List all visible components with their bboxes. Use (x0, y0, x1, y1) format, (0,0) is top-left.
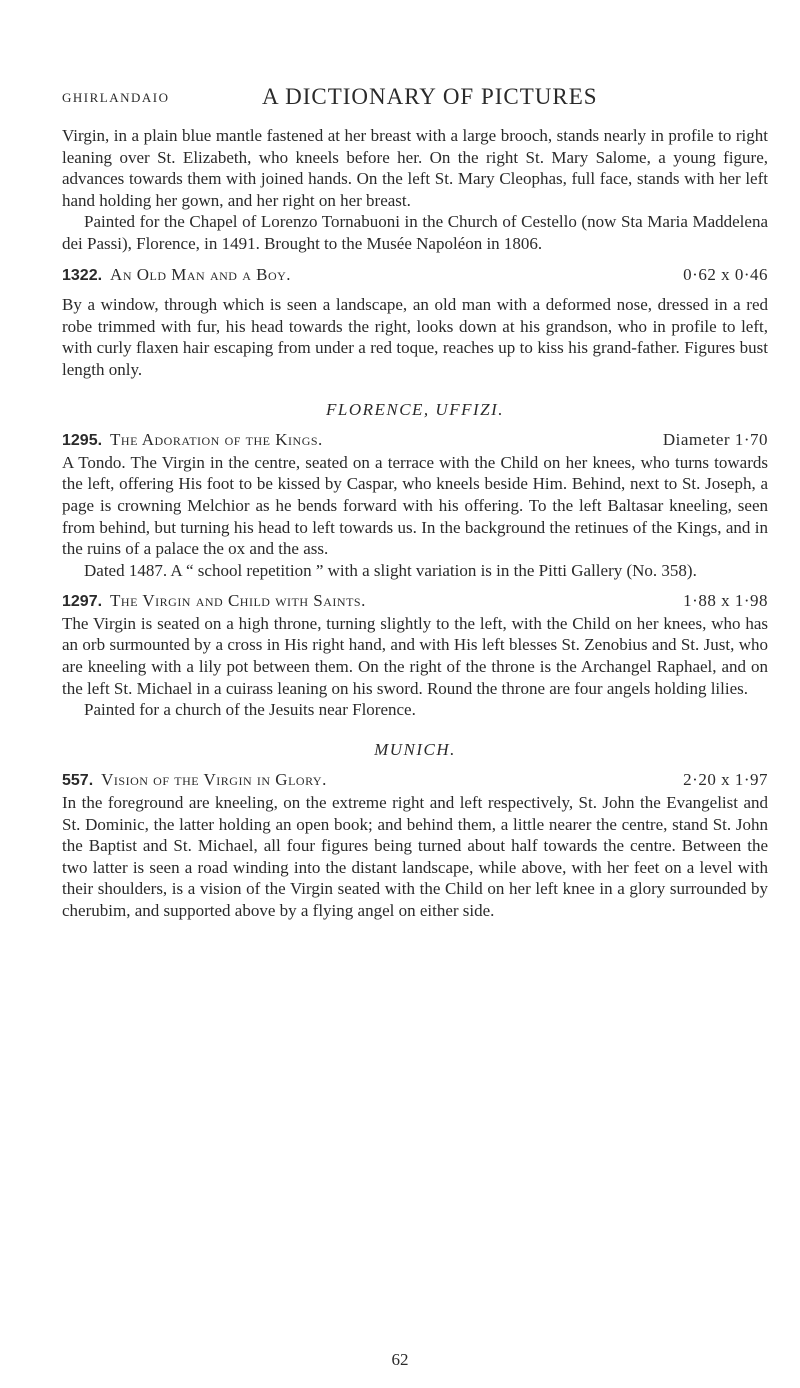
intro-paragraph: Virgin, in a plain blue mantle fastened at her breast with a large brooch, stands nearly in profile to right leaning over St. Elizabeth, who kneels before her. On the right St. Mary Salome, a young figure, advances towards them with joined hands. On the left St. Mary Cleophas, full face, stands with her left hand holding her gown, and her right on her breast. (62, 126, 768, 210)
entry-dimensions: 2·20 x 1·97 (683, 770, 768, 790)
entry-number: 557. (62, 772, 94, 790)
entry-description: By a window, through which is seen a landscape, an old man with a deformed nose, dressed in a red robe trimmed with fur, his head towards the right, looks down at his grandson, who in profile to left, with curly flaxen hair escaping from under a red toque, reaches up to kiss his grand-father. Figures bust length only. (62, 295, 768, 379)
running-head: GHIRLANDAIO (62, 90, 170, 105)
entry-heading-1295 (62, 429, 768, 452)
intro-note: Painted for the Chapel of Lorenzo Tornabuoni in the Church of Cestello (now Sta Maria Maddelena dei Passi), Florence, in 1491. Brought to the Musée Napoléon in 1806. (62, 212, 768, 253)
entry-title: The Adoration of the Kings. (110, 430, 323, 450)
entry-title: The Virgin and Child with Saints. (110, 591, 366, 611)
entry-description: In the foreground are kneeling, on the extreme right and left respectively, St. John the Evangelist and St. Dominic, the latter holding an open book; and behind them, a little nearer the centre, stand St. John the Baptist and St. Michael, all four figures being turned about half towards the centre. Between the two latter is seen a road winding into the distant landscape, while above, with her feet on a level with their shoulders, is a vision of the Virgin seated with the Child on her left knee in a glory surrounded by cherubim, and supported above by a flying angel on either side. (62, 793, 768, 920)
location-heading: FLORENCE, UFFIZI. (325, 399, 505, 419)
page-number: 62 (391, 1350, 409, 1369)
entry-heading-557 (62, 769, 768, 792)
entry-number: 1322. (62, 266, 103, 284)
entry-dimensions: Diameter 1·70 (662, 430, 768, 450)
entry-title: An Old Man and a Boy. (110, 264, 292, 284)
entry-number: 1295. (62, 432, 103, 450)
entry-note: Painted for a church of the Jesuits near Florence. (84, 700, 416, 720)
location-heading: MUNICH. (374, 739, 456, 759)
page-body (62, 125, 768, 922)
entry-description: A Tondo. The Virgin in the centre, seated on a terrace with the Child on her knees, who turns towards the left, offering His foot to be kissed by Caspar, who kneels beside Him. Behind, next to St. Joseph, a page is crowning Melchior as he bends forward with his offering. To the left Baltasar kneeling, seen from behind, but turning his head to left towards us. In the background the retinues of the Kings, and in the ruins of a palace the ox and the ass. (62, 452, 768, 559)
page-header (62, 84, 762, 114)
page-title: A DICTIONARY OF PICTURES (262, 84, 598, 109)
entry-description: The Virgin is seated on a high throne, turning slightly to the left, with the Child on her knees, who has an orb surmounted by a cross in His right hand, and with His left blesses St. Zenobius and St. Just, who are kneeling with a lily pot between them. On the right of the throne is the Archangel Raphael, and on the left St. Michael in a cuirass leaning on his sword. Round the throne are four angels holding lilies. (62, 613, 768, 698)
entry-dimensions: 1·88 x 1·98 (683, 591, 768, 611)
entry-dimensions: 0·62 x 0·46 (683, 264, 768, 284)
entry-note: Dated 1487. A “ school repetition ” with a slight variation is in the Pitti Gallery (No. 358). (84, 560, 697, 580)
entry-number: 1297. (62, 593, 103, 611)
entry-title: Vision of the Virgin in Glory. (101, 770, 327, 790)
entry-heading-1297 (62, 590, 768, 613)
entry-heading-1322 (62, 264, 768, 287)
